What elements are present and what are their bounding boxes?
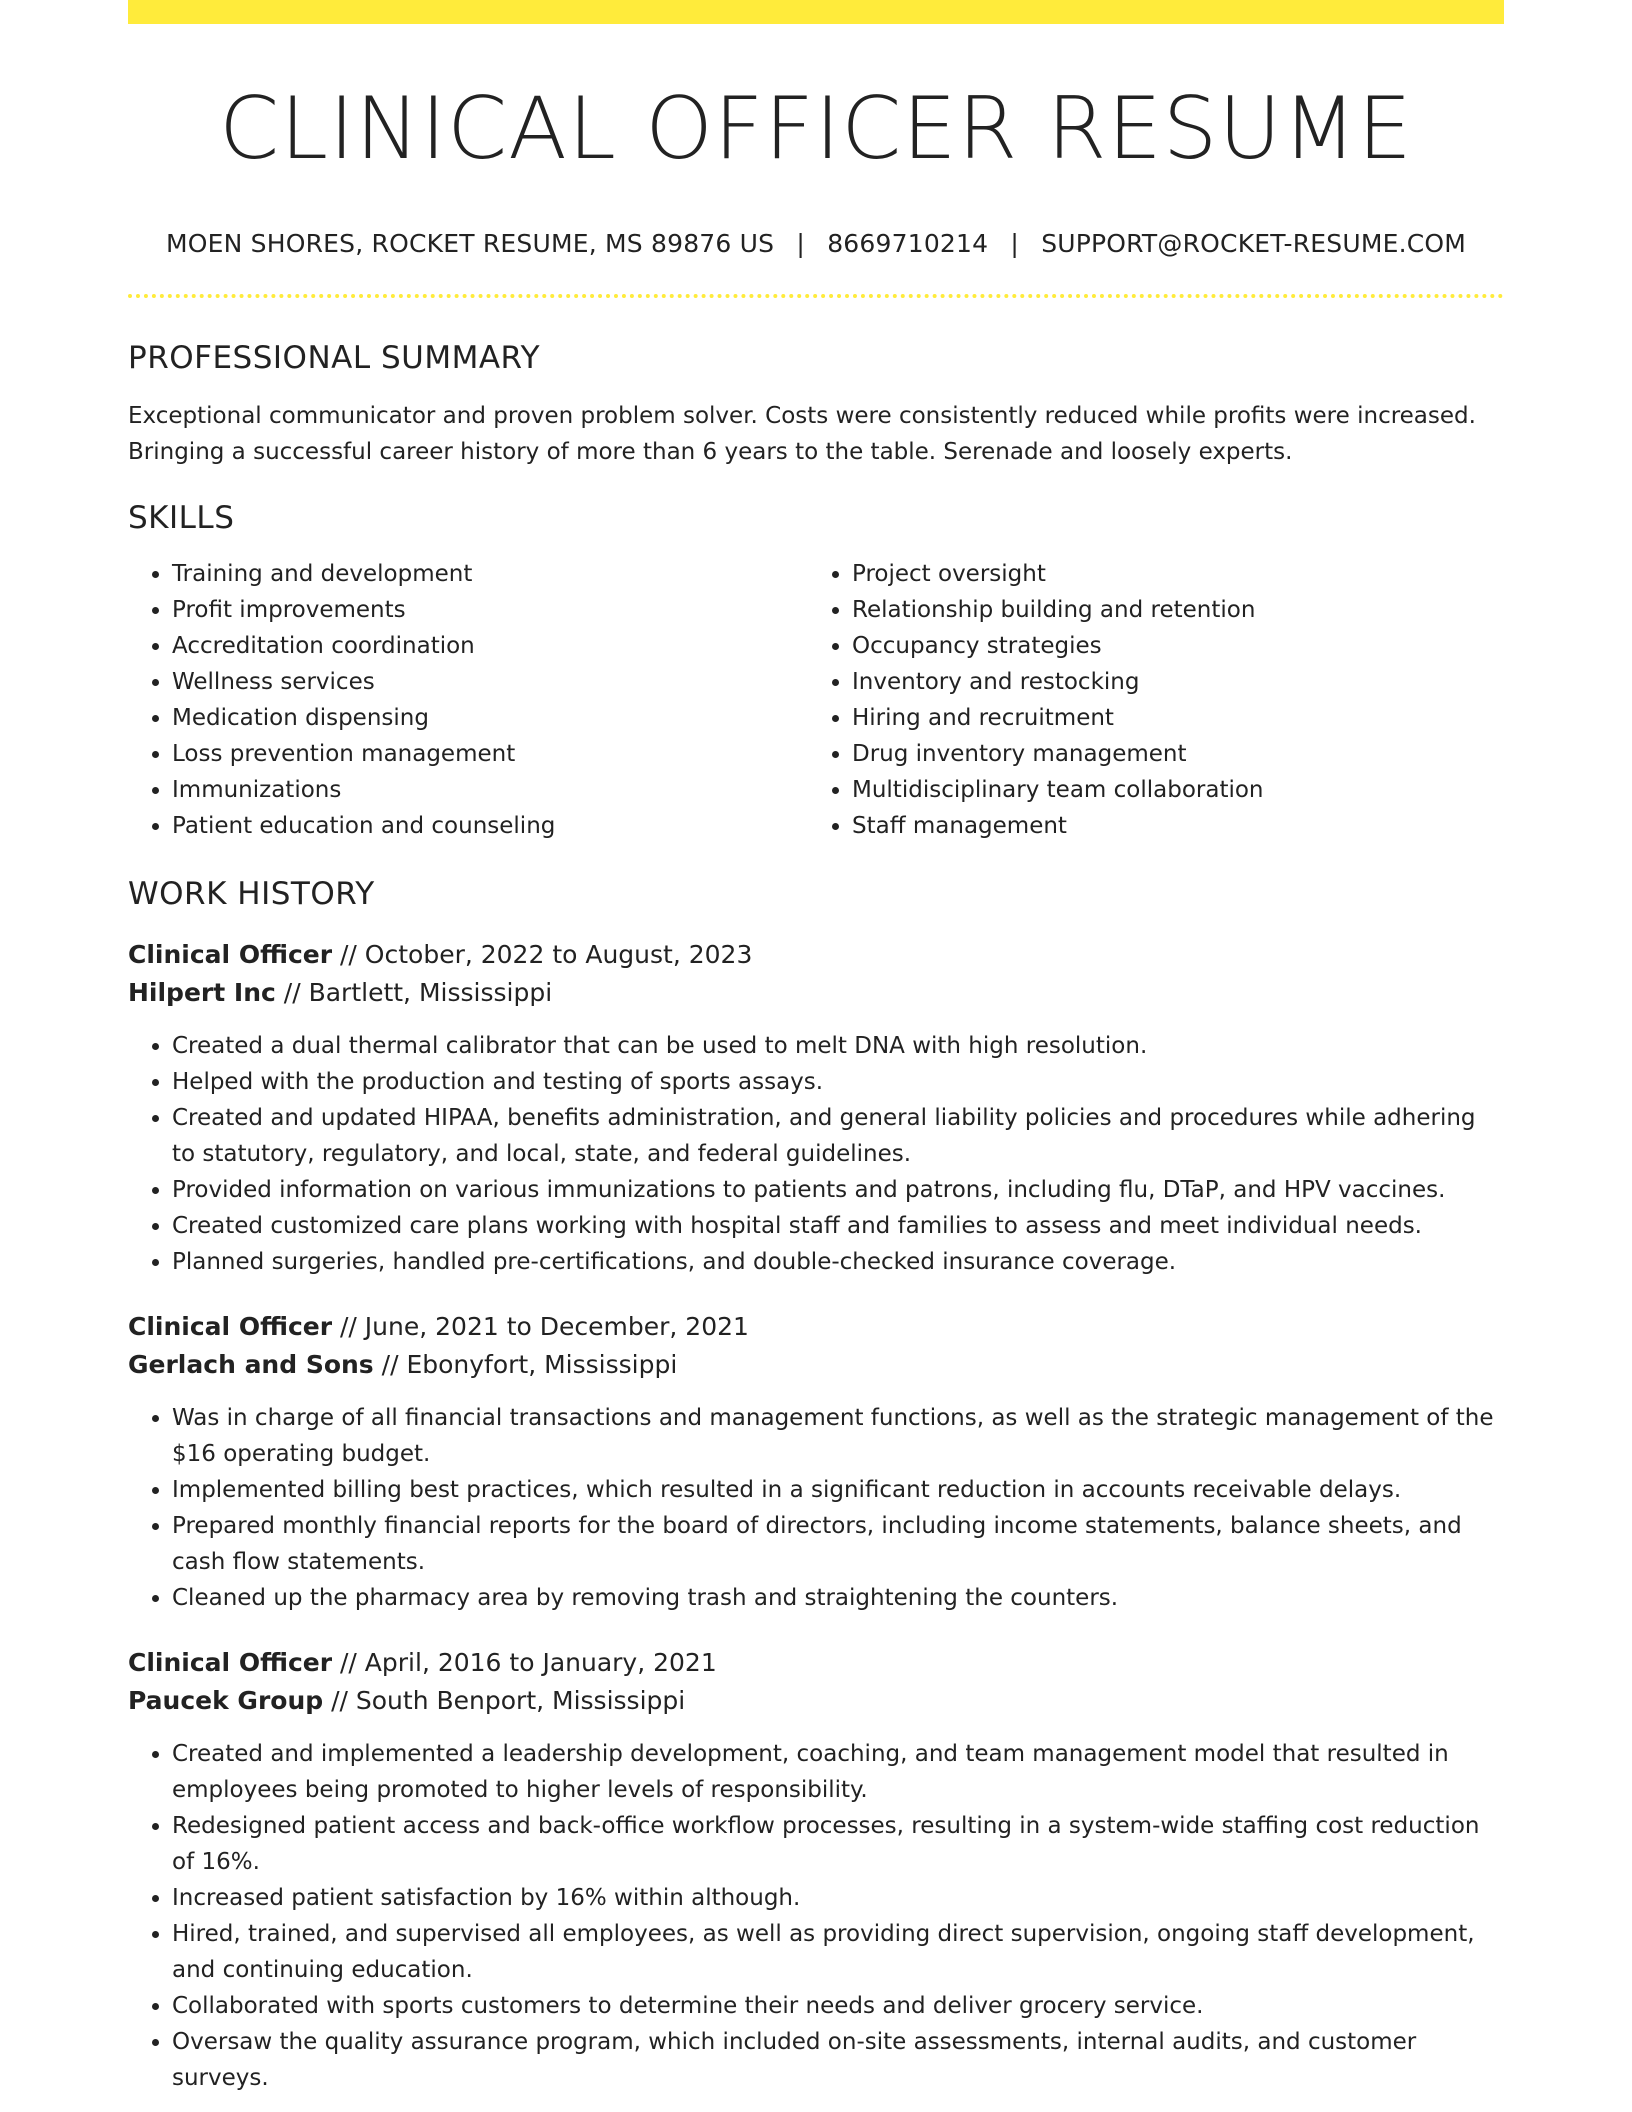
skill-item: • Profit improvements bbox=[172, 592, 808, 628]
job-bullets bbox=[128, 1736, 1504, 2096]
job-title-line bbox=[128, 1644, 1504, 1682]
job-bullets bbox=[128, 1400, 1504, 1616]
job-bullet: • Created and implemented a leadership development, coaching, and team management model that resulted in employees being promoted to higher levels of responsibility. bbox=[172, 1736, 1504, 1808]
skills-heading: SKILLS bbox=[128, 499, 235, 536]
contact-separator: | bbox=[1010, 228, 1020, 258]
contact-line bbox=[128, 229, 1504, 258]
contact-separator: | bbox=[796, 228, 806, 258]
job-entry bbox=[128, 1308, 1504, 1616]
job-bullet: • Redesigned patient access and back-office workflow processes, resulting in a system-wide staffing cost reduction of 16%. bbox=[172, 1808, 1504, 1880]
skills-columns bbox=[128, 556, 1504, 844]
job-bullets bbox=[128, 1028, 1504, 1280]
job-title-line bbox=[128, 1308, 1504, 1346]
job-location: // Bartlett, Mississippi bbox=[275, 977, 553, 1007]
skill-item: • Wellness services bbox=[172, 664, 808, 700]
job-location: // Ebonyfort, Mississippi bbox=[373, 1349, 678, 1379]
skills-left-list bbox=[128, 556, 808, 844]
skill-item: • Immunizations bbox=[172, 772, 808, 808]
skill-item: • Accreditation coordination bbox=[172, 628, 808, 664]
job-bullet: • Implemented billing best practices, which resulted in a significant reduction in accounts receivable delays. bbox=[172, 1472, 1504, 1508]
job-company-line bbox=[128, 974, 1504, 1012]
job-bullet: • Oversaw the quality assurance program, which included on-site assessments, internal audits, and customer surveys. bbox=[172, 2024, 1504, 2096]
job-bullet: • Created a dual thermal calibrator that can be used to melt DNA with high resolution. bbox=[172, 1028, 1504, 1064]
contact-address: MOEN SHORES, ROCKET RESUME, MS 89876 US bbox=[165, 228, 775, 258]
skill-item: • Multidisciplinary team collaboration bbox=[852, 772, 1488, 808]
job-bullet: • Cleaned up the pharmacy area by removing trash and straightening the counters. bbox=[172, 1580, 1504, 1616]
job-company-line bbox=[128, 1682, 1504, 1720]
job-bullet: • Provided information on various immunizations to patients and patrons, including flu, DTaP, and HPV vaccines. bbox=[172, 1172, 1504, 1208]
skill-item: • Patient education and counseling bbox=[172, 808, 808, 844]
accent-top-bar bbox=[128, 0, 1504, 24]
job-bullet: • Helped with the production and testing of sports assays. bbox=[172, 1064, 1504, 1100]
job-entry bbox=[128, 1644, 1504, 2096]
skill-item: • Project oversight bbox=[852, 556, 1488, 592]
job-location: // South Benport, Mississippi bbox=[323, 1685, 686, 1715]
job-title: Clinical Officer bbox=[128, 1311, 333, 1341]
job-company: Gerlach and Sons bbox=[128, 1349, 374, 1379]
job-bullet: • Was in charge of all financial transactions and management functions, as well as the strategic management of the $16 operating budget. bbox=[172, 1400, 1504, 1472]
dotted-divider bbox=[128, 294, 1504, 298]
skill-item: • Inventory and restocking bbox=[852, 664, 1488, 700]
summary-text: Exceptional communicator and proven problem solver. Costs were consistently reduced while profits were increased. Bringing a successful career history of more than 6 years to the table. Serenade and loosely experts. bbox=[128, 402, 1476, 465]
job-company: Hilpert Inc bbox=[128, 977, 276, 1007]
job-bullet: • Prepared monthly financial reports for the board of directors, including income statements, balance sheets, and cash flow statements. bbox=[172, 1508, 1504, 1580]
job-title-line bbox=[128, 936, 1504, 974]
job-company-line bbox=[128, 1346, 1504, 1384]
skill-item: • Loss prevention management bbox=[172, 736, 808, 772]
job-dates: // October, 2022 to August, 2023 bbox=[332, 939, 753, 969]
skill-item: • Relationship building and retention bbox=[852, 592, 1488, 628]
resume-title: CLINICAL OFFICER RESUME bbox=[219, 79, 1413, 179]
work-history-heading: WORK HISTORY bbox=[128, 875, 375, 912]
job-bullet: • Collaborated with sports customers to determine their needs and deliver grocery service. bbox=[172, 1988, 1504, 2024]
job-dates: // June, 2021 to December, 2021 bbox=[332, 1311, 749, 1341]
skill-item: • Training and development bbox=[172, 556, 808, 592]
job-dates: // April, 2016 to January, 2021 bbox=[332, 1647, 717, 1677]
contact-email: SUPPORT@ROCKET-RESUME.COM bbox=[1041, 228, 1467, 258]
contact-phone: 8669710214 bbox=[827, 228, 989, 258]
job-bullet: • Hired, trained, and supervised all employees, as well as providing direct supervision, ongoing staff development, and continuing education. bbox=[172, 1916, 1504, 1988]
skill-item: • Drug inventory management bbox=[852, 736, 1488, 772]
summary-heading: PROFESSIONAL SUMMARY bbox=[128, 339, 541, 376]
skills-right-list bbox=[808, 556, 1488, 844]
skill-item: • Staff management bbox=[852, 808, 1488, 844]
skill-item: • Medication dispensing bbox=[172, 700, 808, 736]
job-title: Clinical Officer bbox=[128, 1647, 333, 1677]
job-bullet: • Created and updated HIPAA, benefits administration, and general liability policies and procedures while adhering to statutory, regulatory, and local, state, and federal guidelines. bbox=[172, 1100, 1504, 1172]
job-bullet: • Increased patient satisfaction by 16% within although. bbox=[172, 1880, 1504, 1916]
skill-item: • Hiring and recruitment bbox=[852, 700, 1488, 736]
job-entry bbox=[128, 936, 1504, 1280]
job-company: Paucek Group bbox=[128, 1685, 324, 1715]
job-bullet: • Created customized care plans working with hospital staff and families to assess and meet individual needs. bbox=[172, 1208, 1504, 1244]
job-title: Clinical Officer bbox=[128, 939, 333, 969]
skill-item: • Occupancy strategies bbox=[852, 628, 1488, 664]
resume-page bbox=[128, 0, 1504, 2096]
job-bullet: • Planned surgeries, handled pre-certifications, and double-checked insurance coverage. bbox=[172, 1244, 1504, 1280]
